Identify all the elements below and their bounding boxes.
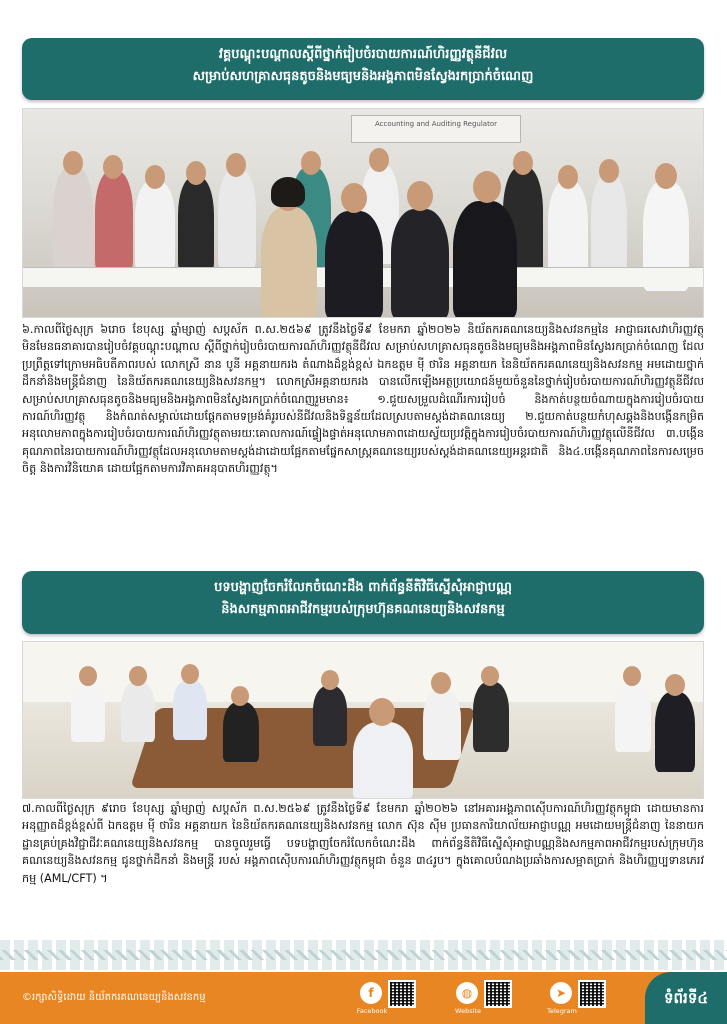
footer-copyright: ©រក្សាសិទ្ធិដោយ និយ័តករគណនេយ្យនិងសវនកម្ម bbox=[22, 992, 206, 1003]
section-1-paragraph: ៦.កាលពីថ្ងៃសុក្រ ៦រោច ខែបុស្ស ឆ្នាំម្សាញ់ សប្តស័ក ព.ស.២៥៦៩ ត្រូវនឹងថ្ងៃទី៩ ខែមករា ឆ្នាំ២០២៦ និយ័តករគណនេយ្យនិងសវនកម្មនៃ អាជ្ញាធរសេវាហិរញ្ញវត្ថុមិនមែនធនាគារបានរៀបចំវគ្គបណ្តុះបណ្តាល ស្តីពីថ្នាក់រៀបចំរបាយការណ៍ហិរញ្ញវត្ថុនីជីវល សម្រាប់សហគ្រាសធុនតូចនិងមធ្យមនិងអង្គភាពមិនស្វែងរកប្រាក់ចំណេញ ដែលប្រព្រឹត្តទៅក្រោមអធិបតីភាពរបស់ លោកស្រី នាន បូនី អគ្គនាយករង តំណាងដ៏ខ្ពង់ខ្ពស់ ឯកឧត្តម ម៉ី ថារិន អគ្គនាយក នៃនិយ័តករគណនេយ្យនិងសវនកម្ម អមដោយថ្នាក់ដឹកនាំនិងមន្ត្រីជំនាញ នៃនិយ័តករគណនេយ្យនិងសវនកម្ម។ លោកស្រីអគ្គនាយករង បានលើកឡើងអត្ថប្រយោជន៍មួយចំនួននៃថ្នាក់រៀបចំរបាយការណ៍ហិរញ្ញវត្ថុនីជីវល សម្រាប់សហគ្រាសធុនតូចនិងមធ្យមនិងអង្គភាពមិនស្វែងរកប្រាក់ចំណេញរួមមាន៖ ១.ជួយសម្រួលដំណើរការរៀបចំ និងកាត់បន្ថយចំណាយក្នុងការរៀបចំរបាយការណ៍ហិរញ្ញវត្ថុ និងកំណត់សម្គាល់ដោយផ្តែកតាមទម្រង់គំរូរបស់នីជីវលនិងទិន្នន័យដែលស្របតាមស្តង់ដាគណនេយ្យ ២.ជួយកាត់បន្ថយកំហុសឆ្គងនិងបង្កើនកម្រិតអនុលោមភាពក្នុងការរៀបចំរបាយការណ៍ហិរញ្ញវត្ថុតាមរយៈគោលការណ៍ផ្ទៀងផ្ទាត់អនុលោមភាពដោយស្វ័យប្រវត្តិក្នុងការរៀបចំរបាយការណ៍ហិរញ្ញវត្ថុលើនីជីវល ៣.បង្កើនគុណភាពនៃរបាយការណ៍ហិរញ្ញវត្ថុដែលអនុលោមតាមស្តង់ដាដោយផ្អែកតាមផ្នែកសាស្ត្រគណនេយ្យរបស់ស្តង់ដាគណនេយ្យអន្តរជាតិ និង៤.បង្កើនគុណភាពនៃការសម្រេចចិត្ត និងការវិនិយោគ ដោយផ្អែកតាមការវិភាគអនុបាតហិរញ្ញវត្ថុ។ bbox=[22, 323, 704, 476]
section-2-meeting-photo bbox=[22, 641, 704, 799]
section-1-title-line-2: សម្រាប់សហគ្រាសធុនតូចនិងមធ្យមនិងអង្គភាពមិនស្វែងរកប្រាក់ចំណេញ bbox=[192, 69, 534, 84]
decorative-pattern-band bbox=[0, 940, 727, 970]
section-2-title-line-2: និងសកម្មភាពអាជីវកម្មរបស់ក្រុមហ៊ុនគណនេយ្យនិងសវនកម្ម bbox=[221, 602, 505, 617]
facebook-label: Facebook bbox=[356, 1007, 388, 1015]
wall-sign bbox=[351, 115, 521, 143]
section-1-title-banner bbox=[22, 38, 704, 100]
telegram-qr-code bbox=[578, 980, 606, 1008]
section-2-title-banner bbox=[22, 571, 704, 634]
section-2-title-line-1: បទបង្ហាញចែករំលែកចំណេះដឹង ពាក់ព័ន្ធនីតិវិធីស្នើសុំអាជ្ញាបណ្ណ bbox=[214, 580, 512, 595]
facebook-link[interactable] bbox=[356, 980, 420, 1020]
section-1-title-line-1: វគ្គបណ្តុះបណ្តាលស្តីពីថ្នាក់រៀបចំរបាយការណ៍ហិរញ្ញវត្ថុនីជីវល bbox=[218, 47, 508, 62]
section-1-group-photo bbox=[22, 108, 704, 318]
facebook-qr-code bbox=[388, 980, 416, 1008]
wall-sign-text: Accounting and Auditing Regulator bbox=[375, 120, 497, 128]
telegram-link[interactable] bbox=[547, 980, 610, 1020]
globe-icon: ◍ bbox=[456, 982, 478, 1004]
website-link[interactable] bbox=[456, 980, 516, 1020]
website-label: Website bbox=[455, 1007, 481, 1015]
telegram-label: Telegram bbox=[547, 1007, 577, 1015]
telegram-icon: ➤ bbox=[550, 982, 572, 1004]
section-2-paragraph: ៧.កាលពីថ្ងៃសុក្រ ៩រោច ខែបុស្ស ឆ្នាំម្សាញ់ សប្តស័ក ព.ស.២៥៦៩ ត្រូវនឹងថ្ងៃទី៩ ខែមករា ឆ្នាំ២០២៦ នៅអគារអង្គភាពស៊ើបការណ៍ហិរញ្ញវត្ថុកម្ពុជា ដោយមានការអនុញ្ញាតដ៏ខ្ពង់ខ្ពស់ពី ឯកឧត្តម ម៉ី ថារិន អគ្គនាយក នៃនិយ័តករគណនេយ្យនិងសវនកម្ម លោក ស៊ុន ស៊ីម ប្រធានការិយាល័យអាជ្ញាបណ្ណ អមដោយមន្ត្រីជំនាញ នៃនាយកដ្ឋានគ្រប់គ្រងវិជ្ជាជីវៈគណនេយ្យនិងសវនកម្ម បានចូលរួមធ្វើ បទបង្ហាញចែករំលែកចំណេះដឹង ពាក់ព័ន្ធនីតិវិធីស្នើសុំអាជ្ញាបណ្ណនិងសកម្មភាពអាជីវកម្មរបស់ក្រុមហ៊ុនគណនេយ្យនិងសវនកម្ម ជូនថ្នាក់ដឹកនាំ និងមន្ត្រី របស់ អង្គភាពស៊ើបការណ៍ហិរញ្ញវត្ថុកម្ពុជា ចំនួន ៣៤រូប។ ក្នុងគោលបំណងប្រឆាំងការសម្អាតប្រាក់ និងហិរញ្ញប្បទានភេរវកម្ម (AML/CFT) ។ bbox=[22, 802, 704, 885]
website-qr-code bbox=[484, 980, 512, 1008]
page-number-tab: ទំព័រទី៤ bbox=[645, 972, 727, 1024]
facebook-icon: f bbox=[360, 982, 382, 1004]
footer-bar bbox=[0, 972, 727, 1024]
